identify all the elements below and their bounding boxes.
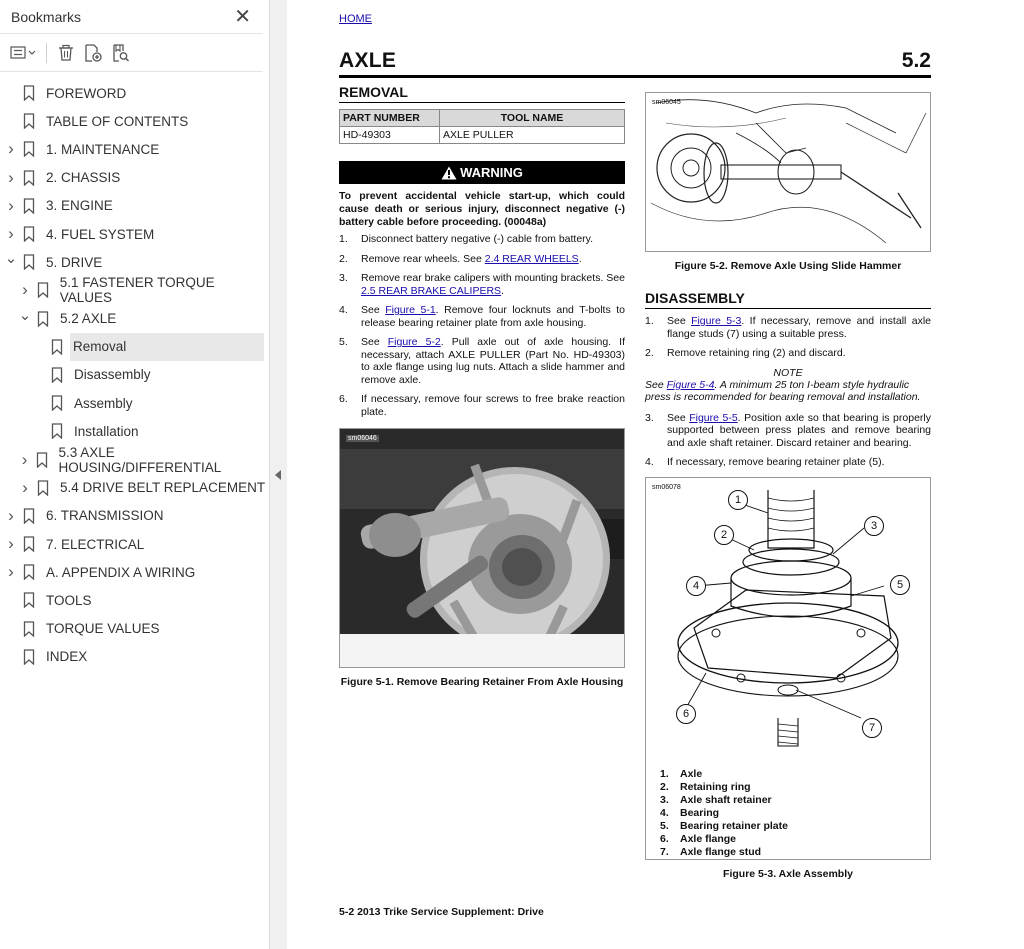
step-item — [339, 253, 625, 266]
bookmark-icon — [23, 649, 37, 665]
bookmark-icon — [51, 339, 65, 355]
bookmark-label: FOREWORD — [46, 85, 127, 101]
bookmark-item-index[interactable] — [0, 643, 269, 671]
step-text — [361, 393, 625, 418]
bookmark-item-5-3-axle-housing-differential[interactable] — [0, 445, 269, 473]
bookmark-label: 6. TRANSMISSION — [46, 508, 164, 524]
chevron-right-icon[interactable]: › — [22, 280, 28, 300]
legend-item — [660, 781, 788, 794]
legend-number: 1. — [660, 767, 669, 780]
warning-banner — [339, 161, 625, 184]
figure-5-2 — [645, 92, 931, 252]
bookmark-label: 1. MAINTENANCE — [46, 141, 160, 157]
legend-item — [660, 807, 788, 820]
delete-bookmark-button[interactable] — [57, 44, 75, 62]
bookmark-item-5-1-fastener-torque-values[interactable] — [0, 276, 269, 304]
step-number: 3. — [339, 272, 348, 284]
bookmark-item-assembly[interactable] — [0, 389, 269, 417]
bookmark-item-4-fuel-system[interactable] — [0, 220, 269, 248]
find-bookmark-icon — [111, 44, 131, 62]
legend-label: Axle flange stud — [680, 845, 762, 858]
figure-tag: sm06045 — [652, 99, 681, 106]
step-number: 2. — [339, 252, 348, 265]
step-text-part: Remove rear brake calipers with mounting brackets. See — [361, 272, 625, 284]
chevron-right-icon[interactable]: › — [8, 139, 14, 159]
chevron-right-icon[interactable]: › — [8, 224, 14, 244]
slide-hammer-drawing — [646, 93, 930, 251]
cross-reference-link[interactable]: 2.4 REAR WHEELS — [484, 252, 579, 265]
step-number: 2. — [645, 347, 654, 359]
step-text — [667, 412, 931, 450]
removal-steps — [339, 233, 625, 418]
step-item — [339, 393, 625, 418]
figure-5-1 — [339, 428, 625, 668]
bookmark-icon — [51, 367, 65, 383]
figure-tag: sm06078 — [652, 483, 681, 491]
add-bookmark-button[interactable] — [83, 44, 103, 62]
bookmark-label: TORQUE VALUES — [46, 621, 160, 637]
step-text-part: . Position axle so that bearing is properly supported between press plates and remove bearing and axle shaft retainer. Discard retainer and bearing. — [667, 411, 931, 449]
legend-label: Retaining ring — [680, 780, 751, 793]
bookmarks-title: Bookmarks — [11, 8, 82, 25]
callout-5: 5 — [890, 575, 910, 595]
step-item — [645, 347, 931, 360]
bookmark-icon — [23, 592, 37, 608]
callout-3: 3 — [864, 516, 884, 536]
table-row — [340, 127, 625, 144]
page-title: AXLE — [339, 49, 397, 72]
step-text — [361, 233, 593, 246]
step-item — [645, 315, 931, 340]
bookmark-item-6-transmission[interactable] — [0, 502, 269, 530]
step-text-part: If necessary, remove bearing retainer plate (5). — [667, 456, 885, 468]
bookmark-label: 5. DRIVE — [46, 254, 103, 270]
step-text — [361, 253, 582, 266]
bookmark-label: 5.1 FASTENER TORQUE VALUES — [59, 275, 215, 306]
bookmark-label: A. APPENDIX A WIRING — [46, 564, 196, 580]
step-text-part: See — [361, 304, 386, 316]
bookmark-icon — [36, 452, 49, 468]
legend-item — [660, 846, 788, 859]
chevron-down-icon[interactable]: ⌄ — [4, 250, 18, 268]
warning-triangle-icon — [441, 166, 457, 180]
figure-caption: Figure 5-1. Remove Bearing Retainer From Axle Housing — [340, 676, 624, 688]
bookmark-icon — [23, 198, 37, 214]
bookmark-icon — [23, 141, 37, 157]
bookmark-icon — [23, 170, 37, 186]
step-text — [361, 336, 625, 386]
chevron-right-icon[interactable]: › — [8, 167, 14, 187]
step-number: 1. — [339, 233, 348, 245]
bookmark-label: 5.4 DRIVE BELT REPLACEMENT — [60, 480, 266, 496]
bookmark-label: 2. CHASSIS — [46, 170, 121, 186]
step-text-part: See — [361, 336, 388, 348]
step-text-part: Remove rear wheels. See — [361, 252, 485, 265]
legend-item — [660, 794, 788, 807]
bookmark-item-5-2-axle[interactable] — [0, 305, 269, 333]
options-menu-button[interactable] — [10, 45, 36, 61]
step-text — [667, 315, 931, 340]
bookmark-icon — [23, 508, 37, 524]
bookmark-icon — [23, 254, 37, 270]
legend-label: Axle — [680, 767, 703, 780]
step-item — [339, 272, 625, 297]
legend-number: 4. — [660, 806, 669, 819]
step-text — [667, 456, 885, 469]
bookmark-item-5-drive[interactable] — [0, 248, 269, 276]
bookmark-item-installation[interactable] — [0, 417, 269, 445]
bookmarks-toolbar — [0, 34, 263, 72]
disassembly-steps — [645, 315, 931, 360]
bookmark-icon — [23, 226, 37, 242]
step-number: 5. — [339, 336, 348, 348]
chevron-right-icon[interactable]: › — [8, 195, 14, 215]
right-column — [645, 92, 931, 880]
step-text — [667, 347, 846, 360]
bearing-retainer-photo — [340, 429, 624, 667]
page-footer: 5-2 2013 Trike Service Supplement: Drive — [339, 906, 544, 918]
step-item — [339, 304, 625, 329]
legend-item — [660, 768, 788, 781]
chevron-down-icon[interactable]: ⌄ — [18, 306, 32, 324]
bookmark-label: TABLE OF CONTENTS — [46, 113, 189, 129]
bookmark-item-torque-values[interactable] — [0, 615, 269, 643]
note-label: NOTE — [773, 366, 803, 379]
bookmark-item-2-chassis[interactable] — [0, 164, 269, 192]
section-number: 5.2 — [901, 49, 931, 72]
left-column — [339, 84, 625, 688]
callout-6: 6 — [676, 704, 696, 724]
chevron-right-icon[interactable]: › — [8, 534, 14, 554]
bookmark-icon — [23, 621, 37, 637]
add-bookmark-icon — [83, 44, 103, 62]
bookmark-label: Removal — [73, 339, 127, 355]
bookmark-icon — [51, 423, 65, 439]
bookmark-icon — [23, 113, 37, 129]
disassembly-heading: DISASSEMBLY — [645, 290, 931, 309]
removal-heading: REMOVAL — [339, 84, 625, 103]
callout-7: 7 — [862, 718, 882, 738]
bookmark-item-7-electrical[interactable] — [0, 530, 269, 558]
bookmark-label: 3. ENGINE — [46, 198, 113, 214]
panel-splitter[interactable] — [270, 0, 287, 949]
step-text-part: . Pull axle out of axle housing. If necessary, attach AXLE PULLER (Part No. HD-49303) to axle flange using lug nuts. Attach a slide hammer and remove axle. — [361, 336, 625, 386]
legend-item — [660, 820, 788, 833]
home-link[interactable]: HOME — [339, 13, 372, 25]
figure-caption: Figure 5-3. Axle Assembly — [723, 867, 853, 880]
step-text-part: . — [578, 252, 582, 265]
bookmark-icon — [37, 282, 51, 298]
bookmark-item-1-maintenance[interactable] — [0, 135, 269, 163]
tools-table — [339, 109, 625, 144]
step-number: 3. — [645, 411, 654, 424]
legend-number: 7. — [660, 845, 669, 858]
bookmark-icon — [23, 536, 37, 552]
step-number: 1. — [645, 315, 654, 327]
find-bookmark-button[interactable] — [111, 44, 131, 62]
step-text-part: Disconnect battery negative (-) cable from battery. — [361, 233, 594, 245]
cross-reference-link[interactable]: Figure 5-2 — [387, 336, 441, 348]
bookmark-label: Assembly — [74, 395, 133, 411]
step-text-part: See — [667, 411, 690, 424]
bookmark-label: 4. FUEL SYSTEM — [46, 226, 155, 242]
figure-5-3 — [645, 477, 931, 860]
callout-2: 2 — [714, 525, 734, 545]
legend-number: 2. — [660, 780, 669, 793]
bookmarks-header — [0, 0, 263, 34]
column-header: PART NUMBER — [340, 110, 440, 127]
step-text — [361, 272, 625, 297]
bookmark-icon — [37, 311, 51, 327]
bookmark-label: 7. ELECTRICAL — [46, 536, 145, 552]
bookmark-label: 5.2 AXLE — [60, 311, 117, 327]
step-item — [645, 456, 931, 469]
bookmark-item-removal[interactable] — [70, 333, 264, 361]
disassembly-steps-continued — [645, 412, 931, 469]
toolbar-divider — [46, 43, 47, 63]
step-text-part: See — [667, 315, 692, 327]
bookmark-icon — [23, 564, 37, 580]
note-text-part: See — [645, 378, 667, 391]
legend-number: 5. — [660, 819, 669, 832]
cross-reference-link[interactable]: Figure 5-3 — [691, 315, 742, 327]
bookmark-icon — [23, 85, 37, 101]
bookmark-label: TOOLS — [46, 592, 92, 608]
step-number: 4. — [339, 304, 348, 316]
bookmark-item-a-appendix-a-wiring[interactable] — [0, 558, 269, 586]
close-icon[interactable]: ✕ — [234, 5, 251, 28]
warning-label: WARNING — [460, 165, 523, 180]
figure-tag: sm06046 — [348, 435, 377, 442]
bookmark-label: Disassembly — [74, 367, 151, 383]
bookmark-label: 5.3 AXLE HOUSING/DIFFERENTIAL — [58, 444, 222, 475]
step-item — [645, 412, 931, 450]
bookmark-item-5-4-drive-belt-replacement[interactable] — [0, 474, 269, 502]
legend-number: 6. — [660, 832, 669, 845]
bookmark-item-table-of-contents[interactable] — [0, 107, 269, 135]
legend-label: Axle flange — [680, 832, 737, 845]
step-text-part: If necessary, remove four screws to free brake reaction plate. — [361, 393, 625, 418]
bookmark-label: Installation — [74, 423, 139, 439]
step-text-part: . — [501, 284, 504, 297]
table-header-row — [340, 110, 625, 127]
chevron-right-icon[interactable]: › — [22, 477, 28, 497]
collapse-panel-icon[interactable] — [275, 470, 281, 480]
bookmark-item-disassembly[interactable] — [0, 361, 269, 389]
note-text — [645, 379, 931, 404]
trash-icon — [57, 44, 75, 62]
document-page — [287, 0, 1024, 949]
column-header: TOOL NAME — [440, 110, 625, 127]
step-item — [339, 336, 625, 386]
bookmark-item-3-engine[interactable] — [0, 192, 269, 220]
bookmark-icon — [51, 395, 65, 411]
figure-caption: Figure 5-2. Remove Axle Using Slide Hammer — [674, 260, 902, 272]
cross-reference-link[interactable]: Figure 5-4 — [666, 378, 715, 391]
table-cell: HD-49303 — [340, 127, 440, 144]
step-text — [361, 304, 625, 329]
bookmark-item-tools[interactable] — [0, 586, 269, 614]
legend-label: Bearing retainer plate — [680, 819, 788, 832]
bookmark-icon — [37, 480, 51, 496]
chevron-right-icon[interactable]: › — [8, 505, 14, 525]
step-text-part: Remove retaining ring (2) and discard. — [667, 347, 846, 359]
list-options-icon — [10, 45, 36, 61]
legend-label: Bearing — [680, 806, 720, 819]
note-text-part: . A minimum 25 ton I-beam style hydraulic press is recommended for bearing removal and installation. — [645, 378, 921, 403]
cross-reference-link[interactable]: 2.5 REAR BRAKE CALIPERS — [361, 284, 502, 297]
step-text-part: . Remove four locknuts and T-bolts to release bearing retainer plate from axle housing. — [361, 304, 625, 329]
step-item — [339, 233, 625, 246]
bookmark-label: INDEX — [46, 649, 88, 665]
step-number: 6. — [339, 393, 348, 405]
step-text-part: . If necessary, remove and install axle flange studs (7) using a suitable press. — [667, 315, 931, 340]
callout-1: 1 — [728, 490, 748, 510]
warning-text: To prevent accidental vehicle start-up, which could cause death or serious injury, disconnect negative (-) battery cable before proceeding. (00048a) — [339, 190, 625, 228]
legend-item — [660, 833, 788, 846]
cross-reference-link[interactable]: Figure 5-5 — [689, 411, 738, 424]
legend-label: Axle shaft retainer — [680, 793, 772, 806]
bookmarks-tree — [0, 72, 269, 671]
step-number: 4. — [645, 456, 654, 468]
bookmark-item-foreword[interactable] — [0, 79, 269, 107]
page-title-row — [339, 48, 931, 78]
legend-number: 3. — [660, 793, 669, 806]
cross-reference-link[interactable]: Figure 5-1 — [385, 304, 436, 316]
chevron-right-icon[interactable]: › — [21, 449, 28, 469]
callout-4: 4 — [686, 576, 706, 596]
chevron-right-icon[interactable]: › — [8, 562, 14, 582]
table-cell: AXLE PULLER — [440, 127, 625, 144]
figure-legend — [660, 768, 788, 859]
bookmarks-panel — [0, 0, 270, 949]
